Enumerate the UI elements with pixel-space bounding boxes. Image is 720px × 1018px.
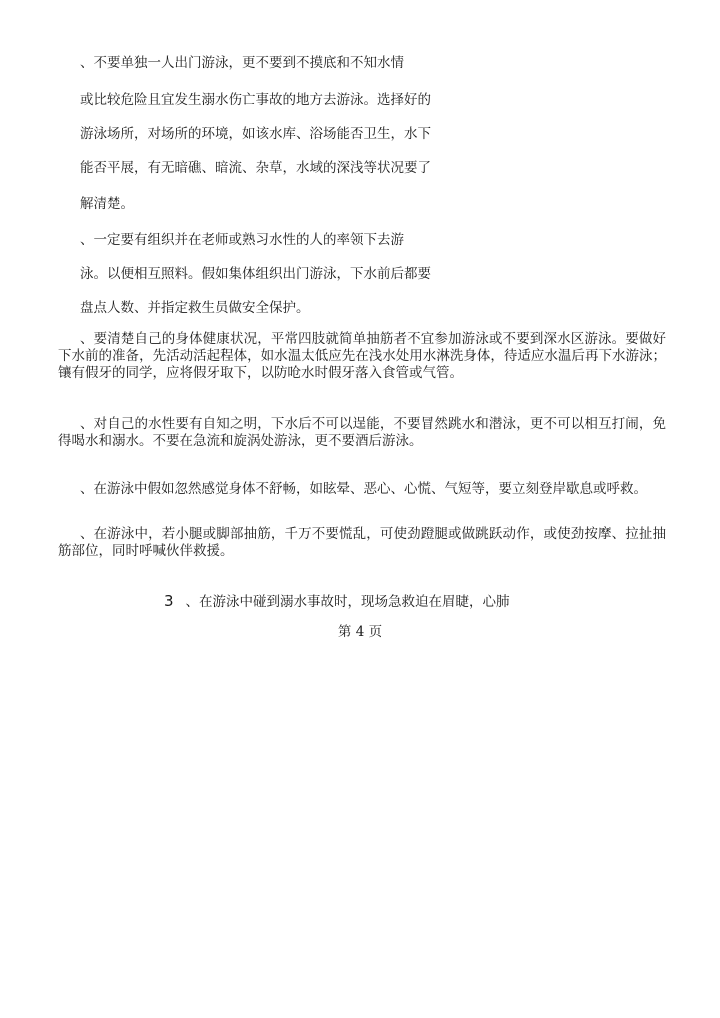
- text-line: 解清楚。: [80, 196, 134, 212]
- text-line: 泳。以便相互照料。假如集体组织出门游泳，下水前后都要: [80, 266, 431, 282]
- text-line: 、不要单独一人出门游泳，更不要到不摸底和不知水情: [80, 55, 404, 71]
- paragraph: 、要清楚自己的身体健康状况，平常四肢就简单抽筋者不宜参加游泳或不要到深水区游泳。要做好下水前的准备，先活动活起程体，如水温太低应先在浅水处用水淋洗身体，待适应水温后再下水游泳；镶有假牙的同学，应将假牙取下，以防呛水时假牙落入食管或气管。: [58, 331, 666, 381]
- page-number: 第 4 页: [337, 624, 383, 640]
- text-line: 盘点人数、并指定救生员做安全保护。: [80, 300, 310, 316]
- section-number: 3: [164, 592, 174, 610]
- section-heading-line: [164, 593, 510, 610]
- text-line: 或比较危险且宜发生溺水伤亡事故的地方去游泳。选择好的: [80, 92, 431, 108]
- text-line: 游泳场所，对场所的环境，如该水库、浴场能否卫生，水下: [80, 126, 431, 142]
- paragraph: 、在游泳中假如忽然感觉身体不舒畅，如眩晕、恶心、心慌、气短等，要立刻登岸歇息或呼救。: [80, 481, 647, 497]
- paragraph: 、在游泳中，若小腿或脚部抽筋，千万不要慌乱，可使劲蹬腿或做跳跃动作，或使劲按摩、拉扯抽筋部位，同时呼喊伙伴救援。: [58, 526, 666, 559]
- text-line: 能否平展，有无暗礁、暗流、杂草，水域的深浅等状况要了: [80, 160, 431, 176]
- section-text: 、在游泳中碰到溺水事故时，现场急救迫在眉睫，心肺: [185, 594, 510, 610]
- paragraph: 、对自己的水性要有自知之明，下水后不可以逞能，不要冒然跳水和潜泳，更不可以相互打闹，免得喝水和溺水。不要在急流和旋涡处游泳，更不要酒后游泳。: [58, 416, 666, 449]
- text-line: 、一定要有组织并在老师或熟习水性的人的率领下去游: [80, 232, 404, 248]
